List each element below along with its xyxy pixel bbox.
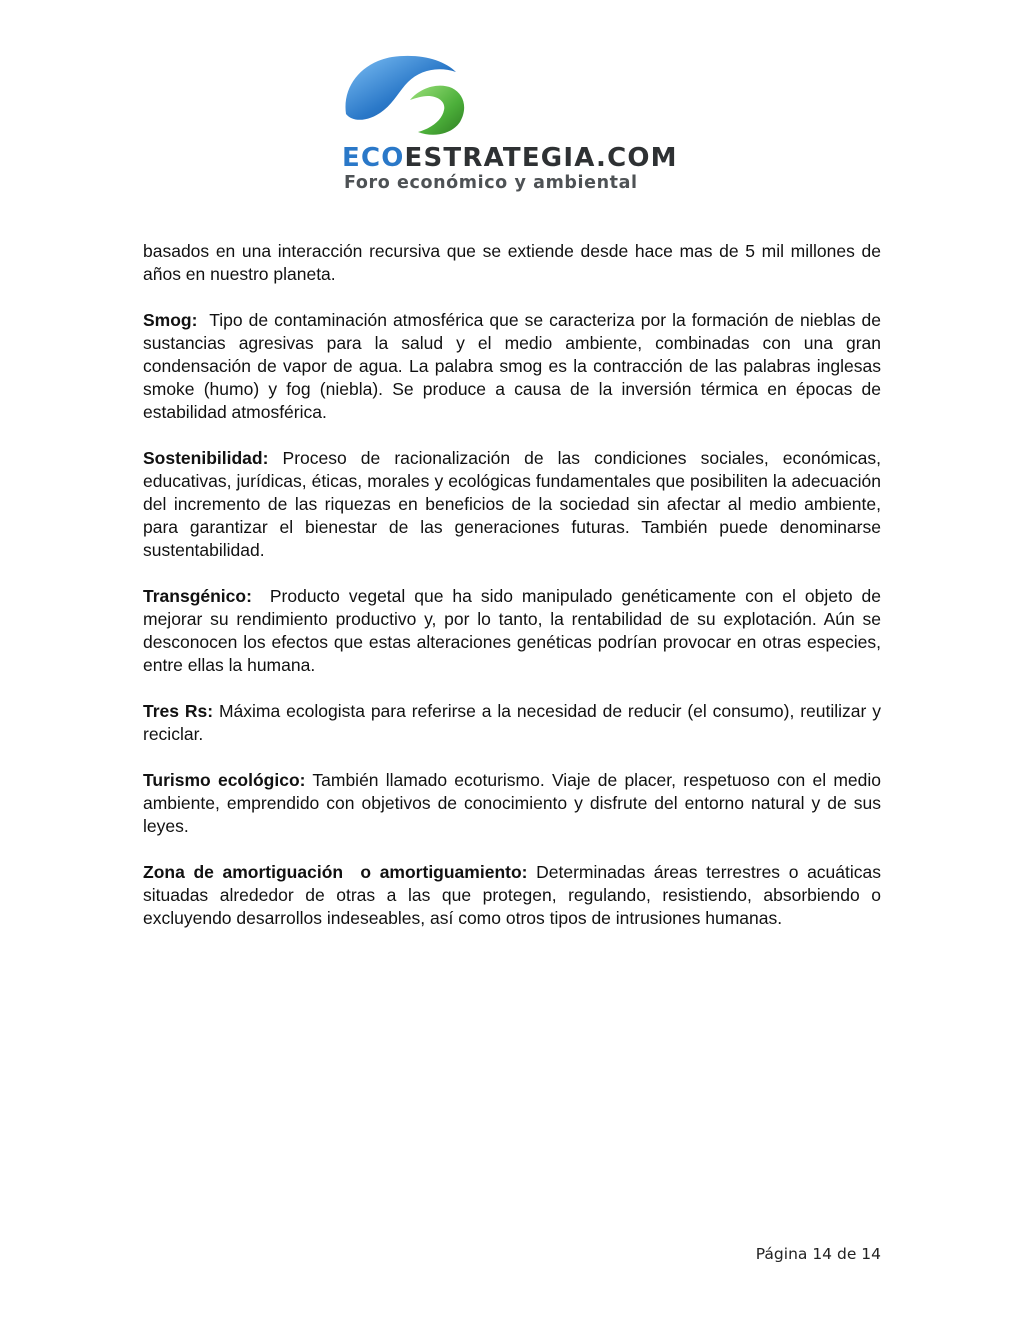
term-label: Turismo ecológico: <box>143 770 306 790</box>
term-label: Sostenibilidad: <box>143 448 269 468</box>
glossary-entry-smog <box>143 309 881 424</box>
term-definition: Producto vegetal que ha sido manipulado genéticamente con el objeto de mejorar su rendimiento productivo y, por lo tanto, la rentabilidad de su explotación. Aún se desconocen los efectos que estas alteraciones genéticas podrían provocar en otras especies, entre ellas la humana. <box>143 586 881 675</box>
glossary-entry-turismo-ecologico <box>143 769 881 838</box>
glossary-entry-sostenibilidad <box>143 447 881 562</box>
logo-tagline: Foro económico y ambiental <box>344 173 638 193</box>
logo-wave-mark-icon <box>340 52 470 138</box>
term-label: Transgénico: <box>143 586 252 606</box>
term-definition: Tipo de contaminación atmosférica que se caracteriza por la formación de nieblas de sustancias agresivas para la salud y el medio ambiente, combinadas con una gran condensación de vapor de agua. La palabra smog es la contracción de las palabras inglesas smoke (humo) y fog (niebla). Se produce a causa de la inversión térmica en épocas de estabilidad atmosférica. <box>143 310 881 422</box>
logo-wordmark-rest: ESTRATEGIA.COM <box>404 143 678 173</box>
term-label: Tres Rs: <box>143 701 214 721</box>
glossary-entry-zona-amortiguacion <box>143 861 881 930</box>
intro-text: basados en una interacción recursiva que se extiende desde hace mas de 5 mil millones de años en nuestro planeta. <box>143 241 881 284</box>
intro-paragraph <box>143 240 881 286</box>
site-logo <box>332 52 678 197</box>
glossary-entry-transgenico <box>143 585 881 677</box>
term-definition: También llamado ecoturismo. Viaje de placer, respetuoso con el medio ambiente, emprendido con objetivos de conocimiento y disfrute del entorno natural y de sus leyes. <box>143 770 881 836</box>
term-definition: Máxima ecologista para referirse a la necesidad de reducir (el consumo), reutilizar y reciclar. <box>143 701 881 744</box>
page-number: Página 14 de 14 <box>755 1245 881 1263</box>
term-definition: Determinadas áreas terrestres o acuáticas situadas alrededor de otras a las que protegen, regulando, resistiendo, absorbiendo o excluyendo desarrollos indeseables, así como otros tipos de intrusiones humanas. <box>143 862 881 928</box>
logo-wordmark <box>342 143 678 173</box>
term-definition: Proceso de racionalización de las condiciones sociales, económicas, educativas, jurídicas, éticas, morales y ecológicas fundamentales que posibiliten la adecuación del incremento de las riquezas en beneficios de la sociedad sin afectar al medio ambiente, para garantizar el bienestar de las generaciones futuras. También puede denominarse sustentabilidad. <box>143 448 881 560</box>
document-body <box>143 240 881 953</box>
glossary-entry-tres-rs <box>143 700 881 746</box>
logo-wordmark-eco: ECO <box>342 143 405 173</box>
term-label: Smog: <box>143 310 198 330</box>
term-label: Zona de amortiguación o amortiguamiento: <box>143 862 528 882</box>
